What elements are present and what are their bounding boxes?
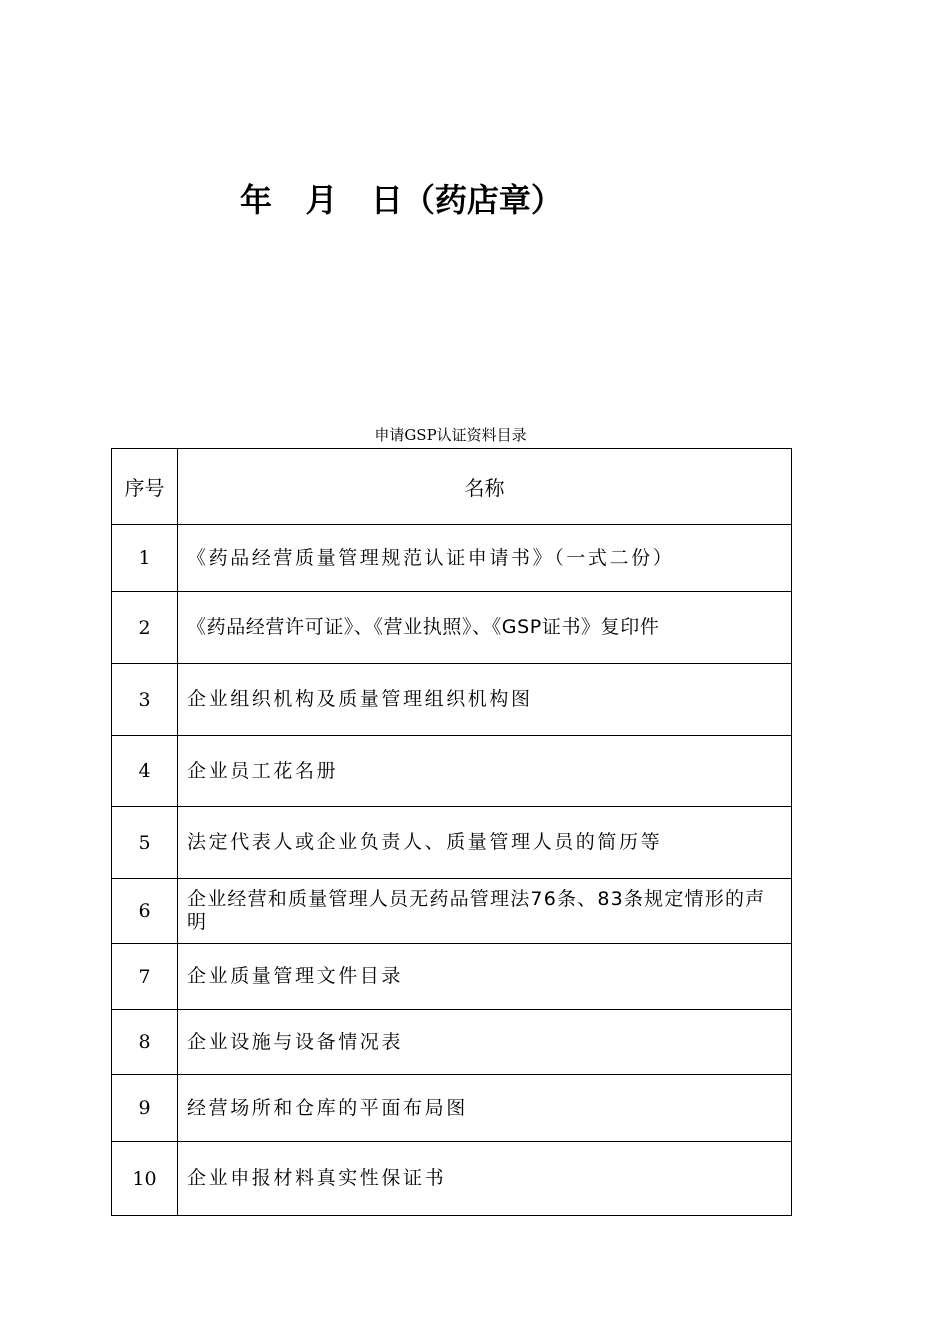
row-name: 企业申报材料真实性保证书: [178, 1142, 792, 1216]
row-name: 《药品经营质量管理规范认证申请书》（一式二份）: [178, 525, 792, 592]
row-number: 5: [112, 807, 178, 879]
table-row: [112, 736, 792, 807]
table-row: [112, 1010, 792, 1075]
row-number: 2: [112, 592, 178, 664]
date-stamp-line: [240, 176, 563, 224]
table-row: [112, 944, 792, 1010]
row-number: 10: [112, 1142, 178, 1216]
catalog-table: [111, 448, 792, 1216]
header-name: 名称: [178, 449, 792, 525]
table-row: [112, 525, 792, 592]
month-label: 月: [305, 181, 338, 219]
row-number: 6: [112, 879, 178, 944]
header-no: 序号: [112, 449, 178, 525]
row-name: 企业设施与设备情况表: [178, 1010, 792, 1075]
row-name: 经营场所和仓库的平面布局图: [178, 1075, 792, 1142]
table-row: [112, 664, 792, 736]
header-row: [112, 449, 792, 525]
stamp-label: （药店章）: [402, 181, 563, 219]
row-name: 企业员工花名册: [178, 736, 792, 807]
table-row: [112, 1142, 792, 1216]
row-number: 7: [112, 944, 178, 1010]
table-caption: 申请GSP认证资料目录: [374, 426, 527, 444]
row-name: 法定代表人或企业负责人、质量管理人员的简历等: [178, 807, 792, 879]
year-label: 年: [240, 181, 273, 219]
row-number: 3: [112, 664, 178, 736]
day-label: 日: [370, 181, 403, 219]
table-row: [112, 592, 792, 664]
row-name: 《药品经营许可证》、《营业执照》、《GSP证书》复印件: [178, 592, 792, 664]
row-number: 9: [112, 1075, 178, 1142]
table-row: [112, 879, 792, 944]
row-name: 企业组织机构及质量管理组织机构图: [178, 664, 792, 736]
table-row: [112, 807, 792, 879]
row-number: 4: [112, 736, 178, 807]
row-number: 1: [112, 525, 178, 592]
row-name: 企业经营和质量管理人员无药品管理法76条、83条规定情形的声明: [178, 879, 792, 944]
row-name: 企业质量管理文件目录: [178, 944, 792, 1010]
row-number: 8: [112, 1010, 178, 1075]
table-row: [112, 1075, 792, 1142]
